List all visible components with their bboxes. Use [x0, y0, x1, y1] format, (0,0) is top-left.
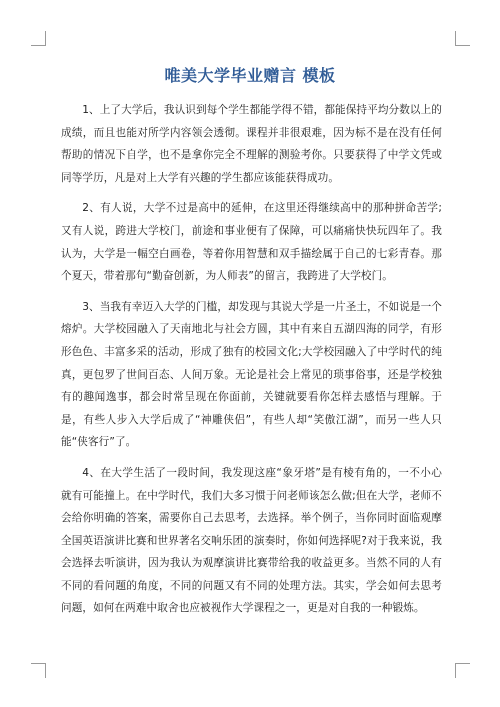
paragraph-3: 3、当我有幸迈入大学的门槛，却发现与其说大学是一片圣土，不如说是一个熔炉。大学校园融入了天南地北与社会方圆，其中有来自五湖四海的同学，有形形色色、丰富多采的活动，形成了独有的校园文化;大学校园融入了中学时代的纯真，更包罗了世间百态、人间万象。无论是社会上常见的琐事俗事，还是学校独有的趣闻逸事，都会时常呈现在你面前，关键就要看你怎样去感悟与理解。于是，有些人步入大学后成了“神雕侠侣”，有些人却“笑傲江湖”，而另一些人只能“侠客行”了。	[61, 300, 442, 449]
crop-mark-bottom-left	[31, 663, 46, 678]
paragraph-1: 1、上了大学后，我认识到每个学生都能学得不错，都能保持平均分数以上的成绩，而且也能对所学内容领会透彻。课程并非很艰难，因为标不是在没有任何帮助的情况下自学，也不是拿你完全不理解的测验考你。只要获得了中学文凭或同等学历，凡是对上大学有兴趣的学生都应该能获得成功。	[61, 104, 442, 184]
paragraph-4: 4、在大学生活了一段时间，我发现这座“象牙塔”是有棱有角的，一不小心就有可能撞上。在中学时代，我们大多习惯于问老师该怎么做;但在大学，老师不会给你明确的答案，需要你自己去思考，去选择。举个例子，当你同时面临观摩全国英语演讲比赛和世界著名交响乐团的演奏时，你如何选择呢?对于我来说，我会选择去听演讲，因为我认为观摩演讲比赛带给我的收益更多。当然不同的人有不同的看问题的角度，不同的问题又有不同的处理方法。其实，学会如何去思考问题，如何在两难中取舍也应被视作大学课程之一，更是对自我的一种锻炼。	[61, 466, 442, 615]
crop-mark-top-right	[455, 31, 470, 46]
document-body	[61, 99, 442, 628]
document-title: 唯美大学毕业赠言 模板	[164, 66, 336, 85]
crop-mark-top-left	[31, 31, 46, 46]
paragraph-2: 2、有人说，大学不过是高中的延伸，在这里还得继续高中的那种拼命苦学;又有人说，跨进大学校门，前途和事业便有了保障，可以痛痛快快玩四年了。我认为，大学是一幅空白画卷，等着你用智慧和双手描绘属于自己的七彩青春。那个夏天，带着那句“勤奋创新，为人师表”的留言，我跨进了大学校门。	[61, 202, 442, 283]
crop-mark-bottom-right	[455, 663, 470, 678]
